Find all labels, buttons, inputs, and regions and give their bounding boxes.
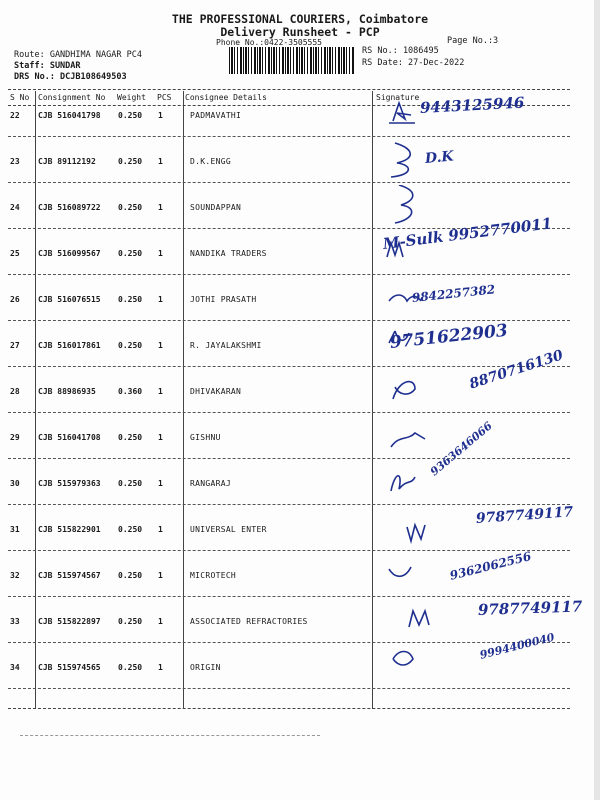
pen-stroke <box>391 143 410 177</box>
row-sno: 23 <box>10 157 20 166</box>
row-pcs: 1 <box>158 157 163 166</box>
row-sno: 27 <box>10 341 20 350</box>
consignee-name: ASSOCIATED REFRACTORIES <box>190 617 308 626</box>
row-sno: 25 <box>10 249 20 258</box>
row-weight: 0.250 <box>118 479 143 488</box>
handwritten-signature: M-Sulk 9952770011 <box>381 214 554 253</box>
row-sno: 34 <box>10 663 20 672</box>
signature-scribble <box>385 599 445 639</box>
row-pcs: 1 <box>158 433 163 442</box>
col-signature: Signature <box>376 93 420 102</box>
consignee-name: SOUNDAPPAN <box>190 203 242 212</box>
handwritten-signature: 9787749117 <box>475 504 574 527</box>
table-row <box>0 505 600 551</box>
consignment-number: CJB 516099567 <box>38 249 101 258</box>
row-weight: 0.250 <box>118 341 143 350</box>
row-pcs: 1 <box>158 617 163 626</box>
company-title: THE PROFESSIONAL COURIERS, Coimbatore <box>171 12 429 26</box>
pen-stroke <box>389 103 415 123</box>
row-pcs: 1 <box>158 479 163 488</box>
consignment-number: CJB 515822897 <box>38 617 101 626</box>
signature-scribble <box>385 231 445 271</box>
col-consignment: Consignment No <box>38 93 106 102</box>
row-pcs: 1 <box>158 525 163 534</box>
consignment-number: CJB 516017861 <box>38 341 101 350</box>
row-weight: 0.250 <box>118 295 143 304</box>
pen-stroke <box>409 611 429 627</box>
pen-stroke <box>393 382 415 399</box>
consignment-number: CJB 516041708 <box>38 433 101 442</box>
handwritten-signature: 9994400040 <box>478 630 556 662</box>
row-pcs: 1 <box>158 111 163 120</box>
row-pcs: 1 <box>158 663 163 672</box>
signature-scribble <box>385 369 445 409</box>
row-separator <box>8 688 570 689</box>
row-pcs: 1 <box>158 295 163 304</box>
row-weight: 0.250 <box>118 157 143 166</box>
pen-stroke <box>387 243 403 257</box>
row-weight: 0.250 <box>118 203 143 212</box>
row-pcs: 1 <box>158 571 163 580</box>
phone-number: Phone No.:0422-3505555 <box>216 38 322 47</box>
row-sno: 22 <box>10 111 20 120</box>
table-row <box>0 275 600 321</box>
page-number: Page No.:3 <box>447 36 499 46</box>
col-weight: Weight <box>117 93 146 102</box>
pen-stroke <box>389 331 409 343</box>
consignee-name: ORIGIN <box>190 663 221 672</box>
consignment-number: CJB 515974565 <box>38 663 101 672</box>
rs-number: RS No.: 1086495 <box>362 46 439 56</box>
signature-scribble <box>385 93 445 133</box>
signature-scribble <box>385 185 445 225</box>
route-label: Route: GANDHIMA NAGAR PC4 <box>14 50 142 60</box>
header-rule <box>8 89 570 90</box>
consignment-number: CJB 89112192 <box>38 157 96 166</box>
footer-rule <box>8 708 570 709</box>
row-weight: 0.250 <box>118 571 143 580</box>
drs-number: DRS No.: DCJB108649503 <box>14 72 127 82</box>
consignee-name: RANGARAJ <box>190 479 231 488</box>
consignment-number: CJB 516041798 <box>38 111 101 120</box>
handwritten-signature: 9443125946 <box>419 93 525 117</box>
consignee-name: R. JAYALAKSHMI <box>190 341 262 350</box>
handwritten-signature: 9787749117 <box>477 597 583 619</box>
consignee-name: UNIVERSAL ENTER <box>190 525 267 534</box>
consignment-number: CJB 88986935 <box>38 387 96 396</box>
handwritten-signature: 9363646066 <box>427 419 495 479</box>
row-sno: 28 <box>10 387 20 396</box>
consignee-name: D.K.ENGG <box>190 157 231 166</box>
row-weight: 0.250 <box>118 111 143 120</box>
row-pcs: 1 <box>158 387 163 396</box>
col-consignee: Consignee Details <box>185 93 267 102</box>
table-row <box>0 321 600 367</box>
row-weight: 0.250 <box>118 617 143 626</box>
pen-stroke <box>389 295 421 301</box>
consignee-name: NANDIKA TRADERS <box>190 249 267 258</box>
row-sno: 30 <box>10 479 20 488</box>
table-row <box>0 347 600 413</box>
row-sno: 32 <box>10 571 20 580</box>
consignment-number: CJB 516076515 <box>38 295 101 304</box>
consignment-number: CJB 516089722 <box>38 203 101 212</box>
row-weight: 0.360 <box>118 387 143 396</box>
row-weight: 0.250 <box>118 525 143 534</box>
handwritten-signature: 9842257382 <box>411 282 496 305</box>
row-pcs: 1 <box>158 203 163 212</box>
row-weight: 0.250 <box>118 433 143 442</box>
signature-scribble <box>385 461 445 501</box>
consignment-number: CJB 515974567 <box>38 571 101 580</box>
signature-scribble <box>385 645 445 685</box>
staff-label: Staff: SUNDAR <box>14 61 81 71</box>
signature-scribble <box>385 415 445 455</box>
row-weight: 0.250 <box>118 249 143 258</box>
signature-scribble <box>385 139 445 179</box>
barcode <box>229 47 354 74</box>
document-subtitle: Delivery Runsheet - PCP <box>220 25 380 39</box>
col-sno: S No <box>10 93 30 102</box>
consignee-name: PADMAVATHI <box>190 111 242 120</box>
row-sno: 33 <box>10 617 20 626</box>
row-sno: 29 <box>10 433 20 442</box>
row-sno: 31 <box>10 525 20 534</box>
consignee-name: MICROTECH <box>190 571 237 580</box>
table-row <box>0 597 600 643</box>
pen-stroke <box>389 567 411 576</box>
table-row <box>0 630 600 689</box>
handwritten-signature: 9751622903 <box>388 320 509 353</box>
pen-stroke <box>395 185 413 223</box>
table-row <box>0 214 600 275</box>
handwritten-signature: 8870716130 <box>467 347 566 393</box>
signature-scribble <box>385 553 445 593</box>
pen-stroke <box>393 652 413 666</box>
handwritten-signature: D.K <box>424 148 455 167</box>
consignment-number: CJB 515822901 <box>38 525 101 534</box>
consignee-name: JOTHI PRASATH <box>190 295 257 304</box>
signature-scribble <box>385 277 445 317</box>
pen-stroke <box>391 433 425 447</box>
table-row <box>0 551 600 597</box>
row-pcs: 1 <box>158 249 163 258</box>
handwritten-signature: 9362062556 <box>448 549 533 583</box>
row-sno: 24 <box>10 203 20 212</box>
pen-stroke <box>391 476 415 491</box>
consignee-name: DHIVAKARAN <box>190 387 242 396</box>
row-sno: 26 <box>10 295 20 304</box>
col-pcs: PCS <box>157 93 172 102</box>
row-pcs: 1 <box>158 341 163 350</box>
row-weight: 0.250 <box>118 663 143 672</box>
signature-scribble <box>385 323 445 363</box>
table-row <box>0 91 600 137</box>
table-row <box>0 413 600 459</box>
consignee-name: GISHNU <box>190 433 221 442</box>
pen-stroke <box>407 525 425 541</box>
consignment-number: CJB 515979363 <box>38 479 101 488</box>
signature-scribble <box>385 507 445 547</box>
table-row <box>0 137 600 183</box>
footer-faint-rule <box>20 735 320 736</box>
rs-date: RS Date: 27-Dec-2022 <box>362 58 465 68</box>
